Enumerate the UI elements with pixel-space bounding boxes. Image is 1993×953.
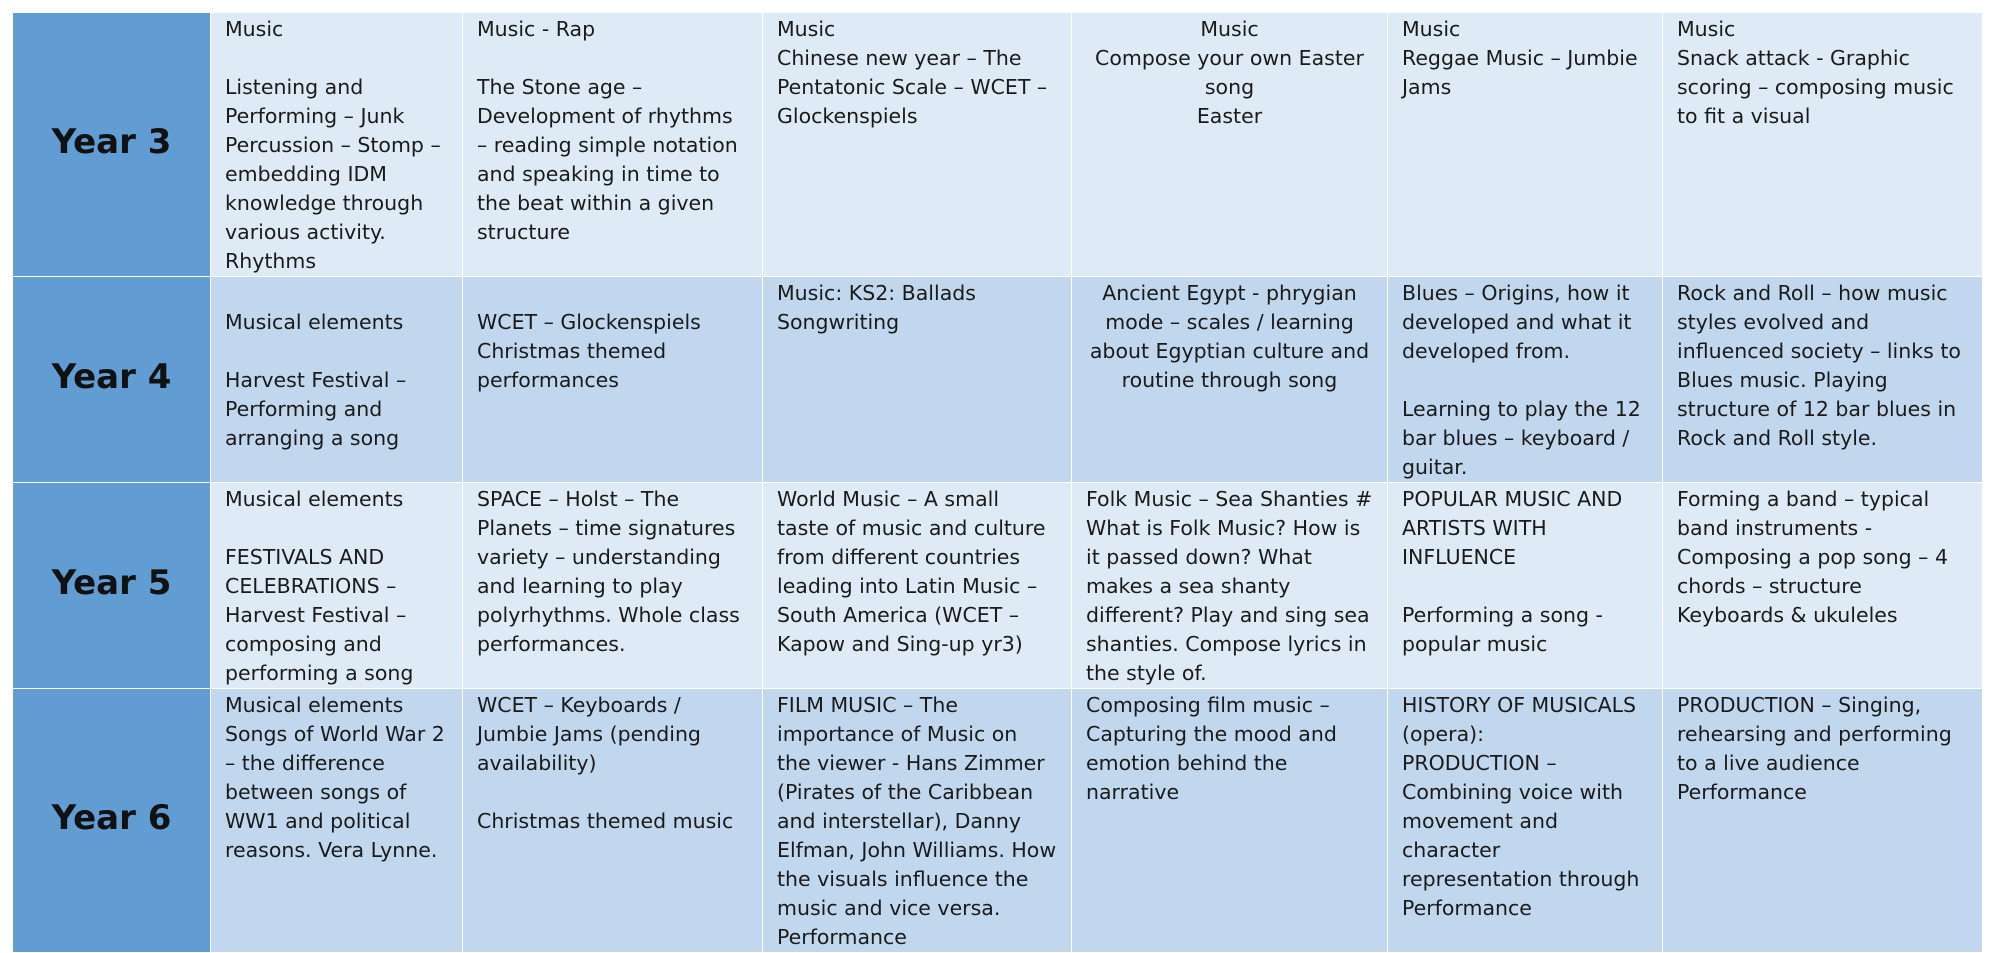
topic-text: Performance (777, 925, 907, 949)
blank-line (477, 778, 748, 807)
topic-cell (211, 483, 463, 689)
year-heading-cell (13, 13, 211, 277)
topic-text: Reggae Music – Jumbie Jams (1402, 46, 1638, 99)
topic-cell (763, 483, 1072, 689)
blank-line (477, 44, 748, 73)
topic-text: PRODUCTION – Combining voice with movement and character representation through Performance (1402, 751, 1640, 920)
topic-text: The Stone age – Development of rhythms – reading simple notation and speaking in time to the beat within a given structure (477, 75, 738, 244)
year-heading-cell (13, 277, 211, 483)
topic-text: World Music – A small taste of music and culture from different countries leading into Latin Music – South America (WCET – Kapow and Sing-up yr3) (777, 487, 1046, 656)
topic-cell (1663, 13, 1983, 277)
topic-cell (1663, 689, 1983, 953)
topic-cell (1388, 689, 1663, 953)
blank-line (225, 279, 448, 308)
topic-cell (763, 277, 1072, 483)
topic-text: POPULAR MUSIC AND ARTISTS WITH INFLUENCE (1402, 487, 1623, 569)
topic-text: WCET – Keyboards / Jumbie Jams (pending availability) (477, 693, 701, 775)
topic-text: Keyboards & ukuleles (1677, 603, 1898, 627)
topic-cell (1388, 13, 1663, 277)
table-row (13, 483, 1983, 689)
topic-text: Songs of World War 2 – the difference between songs of WW1 and political reasons. Vera Lynne. (225, 722, 445, 862)
topic-cell (1388, 277, 1663, 483)
topic-text: Ancient Egypt - phrygian mode – scales / learning about Egyptian culture and routine through song (1089, 281, 1370, 392)
blank-line (1402, 366, 1648, 395)
topic-text: Musical elements (225, 310, 404, 334)
topic-text: Music (1200, 17, 1259, 41)
blank-line (225, 44, 448, 73)
topic-text: HISTORY OF MUSICALS (opera): (1402, 693, 1637, 746)
topic-text: SPACE – Holst – The Planets – time signatures variety – understanding and learning to play polyrhythms. Whole class performances. (477, 487, 740, 656)
topic-cell (1072, 483, 1388, 689)
topic-text: Performing a song - popular music (1402, 603, 1603, 656)
topic-text: Music (225, 17, 284, 41)
year-label: Year 4 (51, 357, 172, 397)
year-heading-cell (13, 483, 211, 689)
topic-cell (1663, 483, 1983, 689)
topic-text: Music: KS2: Ballads Songwriting (777, 281, 976, 334)
topic-cell (463, 13, 763, 277)
topic-text: Compose your own Easter song (1095, 46, 1364, 99)
blank-line (1402, 572, 1648, 601)
topic-text: Musical elements (225, 693, 404, 717)
topic-text: Snack attack - Graphic scoring – composing music to fit a visual (1677, 46, 1954, 128)
topic-text: Music (1677, 17, 1736, 41)
topic-cell (1388, 483, 1663, 689)
topic-text: Easter (1196, 104, 1263, 128)
topic-text: Rock and Roll – how music styles evolved and influenced society – links to Blues music. Playing structure of 12 bar blues in Rock and Roll style. (1677, 281, 1961, 450)
topic-text: Christmas themed music (477, 809, 734, 833)
topic-text: Music - Rap (477, 17, 596, 41)
topic-text: FILM MUSIC – The importance of Music on the viewer - Hans Zimmer (Pirates of the Caribbean and interstellar), Danny Elfman, John Williams. How the visuals influence the music and vice versa. (777, 693, 1057, 920)
topic-cell (463, 689, 763, 953)
year-heading-cell (13, 689, 211, 953)
topic-cell (763, 13, 1072, 277)
topic-text: Music (1402, 17, 1461, 41)
table-row (13, 277, 1983, 483)
topic-text: Forming a band – typical band instruments - Composing a pop song – 4 chords – structure (1677, 487, 1948, 598)
topic-cell (463, 483, 763, 689)
topic-text: FESTIVALS AND CELEBRATIONS – Harvest Festival – composing and performing a song (225, 545, 414, 685)
topic-cell (1072, 689, 1388, 953)
year-label: Year 3 (51, 122, 172, 162)
topic-cell (463, 277, 763, 483)
topic-text: Performance (1677, 780, 1807, 804)
topic-text: Blues – Origins, how it developed and what it developed from. (1402, 281, 1632, 363)
topic-text: WCET – Glockenspiels Christmas themed performances (477, 310, 701, 392)
curriculum-table (12, 12, 1983, 953)
topic-text: Composing film music – Capturing the mood and emotion behind the narrative (1086, 693, 1337, 804)
topic-text: Listening and Performing – Junk Percussion – Stomp – embedding IDM knowledge through various activity. Rhythms (225, 75, 441, 273)
blank-line (477, 279, 748, 308)
topic-cell (763, 689, 1072, 953)
topic-text: Musical elements (225, 487, 404, 511)
topic-text: PRODUCTION – Singing, rehearsing and performing to a live audience (1677, 693, 1952, 775)
topic-cell (1072, 13, 1388, 277)
table-row (13, 689, 1983, 953)
year-label: Year 5 (51, 563, 172, 603)
year-label: Year 6 (51, 798, 172, 838)
topic-text: Harvest Festival – Performing and arranging a song (225, 368, 407, 450)
topic-text: Chinese new year – The Pentatonic Scale – WCET – Glockenspiels (777, 46, 1048, 128)
topic-cell (211, 13, 463, 277)
topic-cell (211, 689, 463, 953)
topic-text: Folk Music – Sea Shanties # What is Folk Music? How is it passed down? What makes a sea shanty different? Play and sing sea shanties. Compose lyrics in the style of. (1086, 487, 1373, 685)
topic-text: Music (777, 17, 836, 41)
table-row (13, 13, 1983, 277)
topic-cell (1072, 277, 1388, 483)
blank-line (225, 337, 448, 366)
topic-cell (1663, 277, 1983, 483)
blank-line (225, 514, 448, 543)
topic-cell (211, 277, 463, 483)
topic-text: Learning to play the 12 bar blues – keyboard / guitar. (1402, 397, 1641, 479)
